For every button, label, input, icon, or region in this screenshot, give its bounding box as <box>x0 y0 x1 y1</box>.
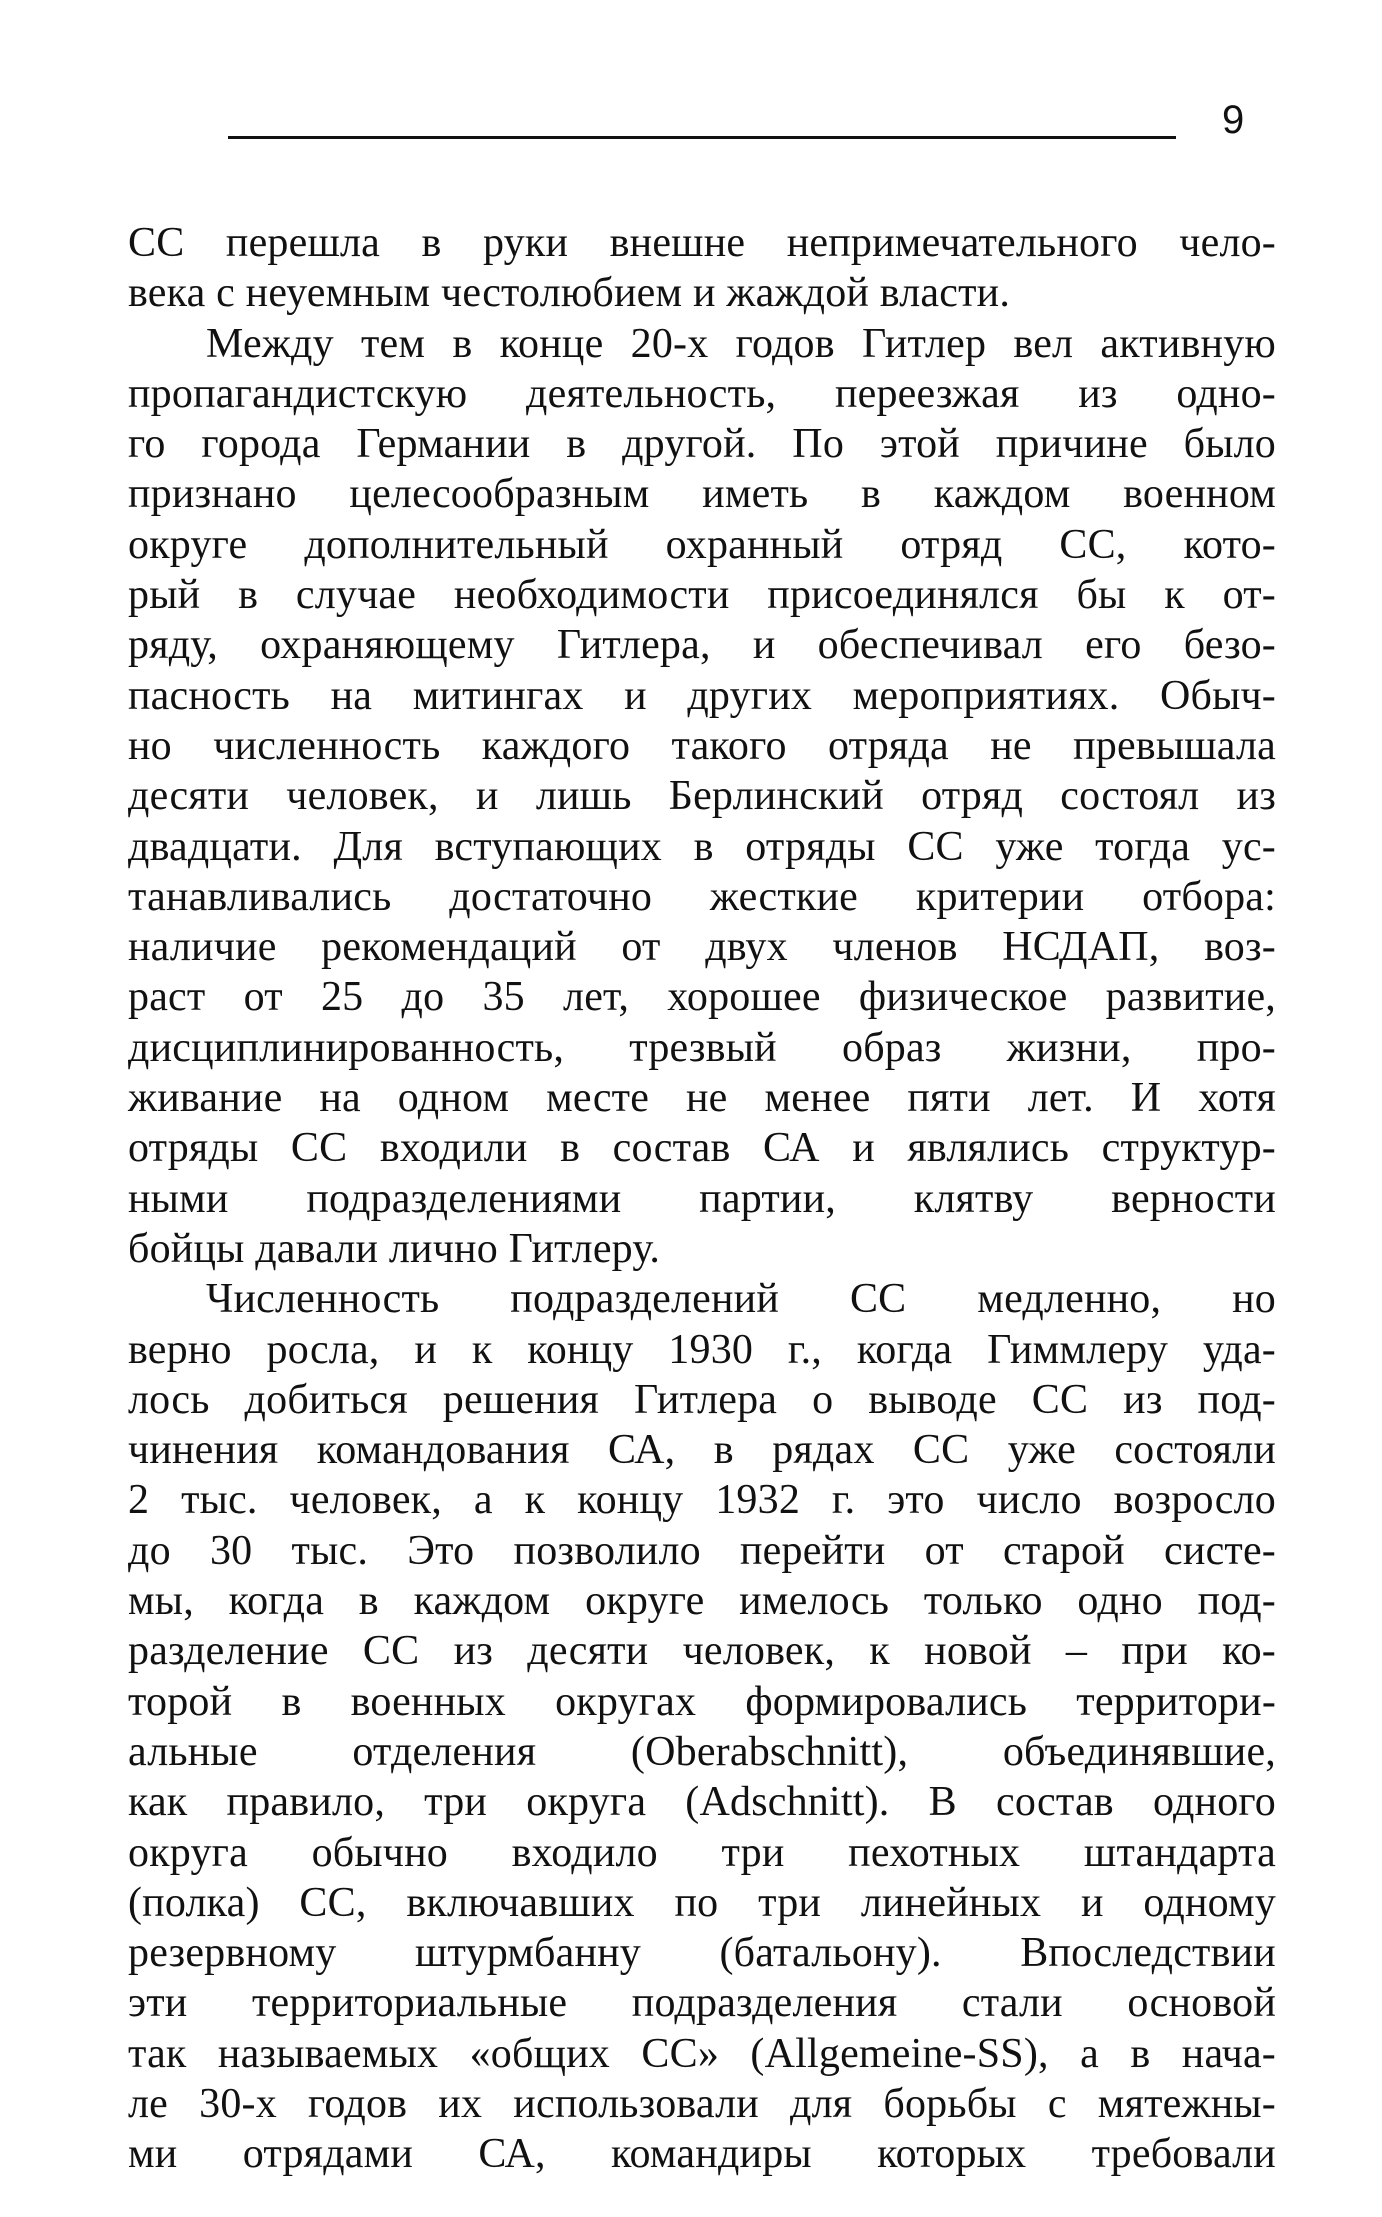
text-line: отряды СС входили в состав СА и являлись структур- <box>128 1125 1276 1172</box>
text-line: ми отрядами СА, командиры которых требовали <box>128 2131 1276 2178</box>
text-line: пасность на митингах и других мероприятиях. Обыч- <box>128 672 1276 719</box>
text-line: Между тем в конце 20-х годов Гитлер вел активную <box>206 320 1276 367</box>
text-line: округа обычно входило три пехотных штандарта <box>128 1829 1276 1876</box>
text-line: лось добиться решения Гитлера о выводе СС из под- <box>128 1376 1276 1423</box>
text-line: округе дополнительный охранный отряд СС, кото- <box>128 521 1276 568</box>
text-line: торой в военных округах формировались территори- <box>128 1678 1276 1725</box>
text-line: ными подразделениями партии, клятву верности <box>128 1175 1276 1222</box>
text-line: десяти человек, и лишь Берлинский отряд состоял из <box>128 773 1276 820</box>
text-line: СС перешла в руки внешне непримечательного чело- <box>128 220 1276 266</box>
text-line: до 30 тыс. Это позволило перейти от старой систе- <box>128 1527 1276 1574</box>
text-line: признано целесообразным иметь в каждом военном <box>128 471 1276 518</box>
text-line: ле 30-х годов их использовали для борьбы с мятежны- <box>128 2080 1276 2127</box>
text-line: 2 тыс. человек, а к концу 1932 г. это число возросло <box>128 1477 1276 1524</box>
text-line: рый в случае необходимости присоединялся бы к от- <box>128 572 1276 619</box>
text-line: живание на одном месте не менее пяти лет. И хотя <box>128 1075 1276 1122</box>
text-line: мы, когда в каждом округе имелось только одно под- <box>128 1578 1276 1625</box>
text-line: танавливались достаточно жесткие критерии отбора: <box>128 873 1276 920</box>
text-line: бойцы давали лично Гитлеру. <box>128 1225 661 1272</box>
text-line: раст от 25 до 35 лет, хорошее физическое развитие, <box>128 974 1276 1021</box>
text-line: дисциплинированность, трезвый образ жизни, про- <box>128 1024 1276 1071</box>
text-line: альные отделения (Oberabschnitt), объединявшие, <box>128 1728 1276 1775</box>
page-number: 9 <box>1222 98 1245 142</box>
text-line: века с неуемным честолюбием и жаждой власти. <box>128 270 1011 317</box>
text-line: ряду, охраняющему Гитлера, и обеспечивал его безо- <box>128 622 1276 669</box>
text-line: Численность подразделений СС медленно, но <box>206 1276 1276 1323</box>
text-line: пропагандистскую деятельность, переезжая из одно- <box>128 370 1276 417</box>
text-line: чинения командования СА, в рядах СС уже состояли <box>128 1427 1276 1474</box>
text-line: резервному штурмбанну (батальону). Впоследствии <box>128 1930 1276 1977</box>
text-line: разделение СС из десяти человек, к новой – при ко- <box>128 1628 1276 1675</box>
header-rule <box>228 136 1176 139</box>
text-line: двадцати. Для вступающих в отряды СС уже тогда ус- <box>128 823 1276 870</box>
text-line: эти территориальные подразделения стали основой <box>128 1980 1276 2027</box>
text-line: наличие рекомендаций от двух членов НСДАП, воз- <box>128 924 1276 971</box>
text-line: как правило, три округа (Adschnitt). В состав одного <box>128 1779 1276 1826</box>
text-line: так называемых «общих СС» (Allgemeine-SS), а в нача- <box>128 2030 1276 2077</box>
text-line: верно росла, и к концу 1930 г., когда Гиммлеру уда- <box>128 1326 1276 1373</box>
text-line: го города Германии в другой. По этой причине было <box>128 421 1276 468</box>
body-text <box>128 218 1276 2180</box>
text-line: но численность каждого такого отряда не превышала <box>128 722 1276 769</box>
text-line: (полка) СС, включавших по три линейных и одному <box>128 1879 1276 1926</box>
